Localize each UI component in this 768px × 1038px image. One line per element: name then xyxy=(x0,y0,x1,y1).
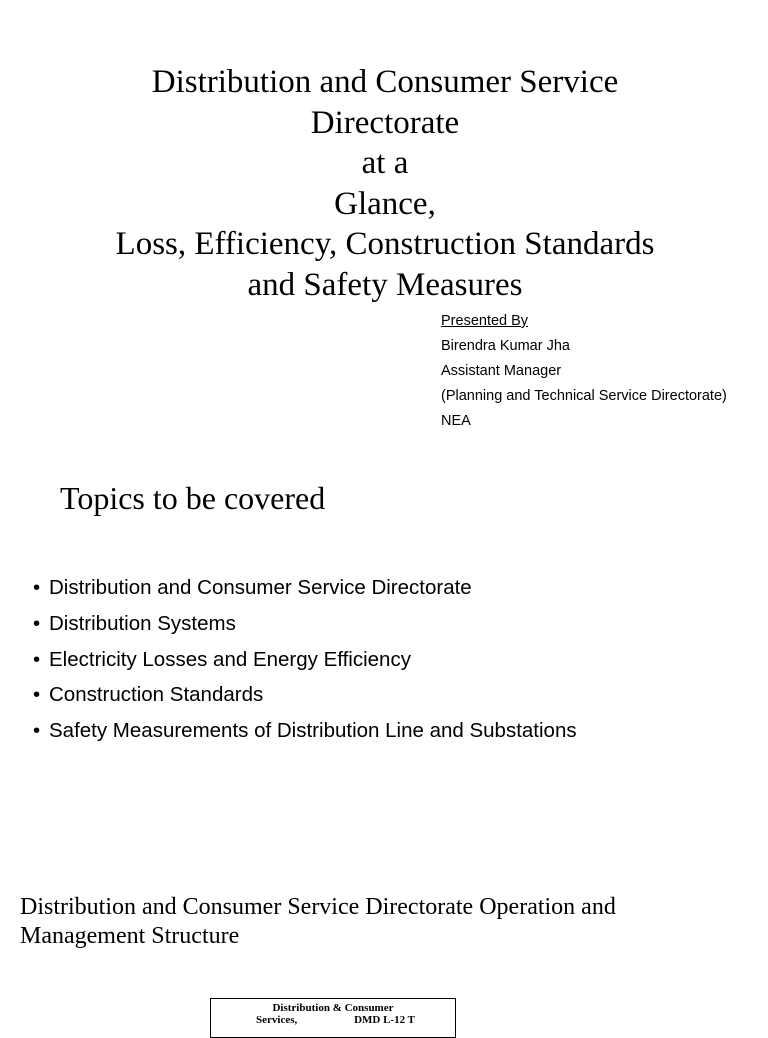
presented-by-heading: Presented By xyxy=(441,313,529,329)
topic-label: Construction Standards xyxy=(49,683,264,707)
topics-list xyxy=(33,570,577,749)
topic-label: Distribution Systems xyxy=(49,611,236,635)
title-line: and Safety Measures xyxy=(247,266,523,303)
title-line: Loss, Efficiency, Construction Standards xyxy=(115,226,655,262)
presenter-organization: NEA xyxy=(441,413,471,429)
title-line: Directorate xyxy=(310,104,460,141)
section-heading: Distribution and Consumer Service Directorate Operation and Management Structure xyxy=(20,894,616,949)
title-line: Glance, xyxy=(334,185,436,222)
bullet-icon: • xyxy=(33,647,41,671)
presenter-directorate: (Planning and Technical Service Directorate) xyxy=(441,388,727,404)
bullet-icon: • xyxy=(33,719,41,743)
list-item xyxy=(33,606,577,642)
bullet-icon: • xyxy=(33,576,41,599)
topic-label: Distribution and Consumer Service Directorate xyxy=(49,576,472,599)
topic-label: Electricity Losses and Energy Efficiency xyxy=(49,647,411,671)
title-line: at a xyxy=(361,145,409,181)
org-box-line2 xyxy=(211,1014,455,1026)
slide-title xyxy=(40,62,730,305)
presenter-block xyxy=(441,309,727,434)
presenter-name: Birendra Kumar Jha xyxy=(441,338,570,354)
list-item xyxy=(33,677,577,713)
presenter-position: Assistant Manager xyxy=(441,363,562,379)
list-item xyxy=(33,570,577,606)
list-item xyxy=(33,642,577,678)
org-box-line2-right: DMD L-12 T xyxy=(354,1014,415,1026)
title-line: Distribution and Consumer Service xyxy=(151,64,619,100)
bullet-icon: • xyxy=(33,683,41,707)
bullet-icon: • xyxy=(33,611,41,635)
org-box-line1: Distribution & Consumer xyxy=(272,1002,394,1014)
org-chart-box xyxy=(210,998,456,1038)
org-box-line2-left: Services, xyxy=(256,1014,298,1026)
topics-heading: Topics to be covered xyxy=(60,480,326,516)
topic-label: Safety Measurements of Distribution Line and Substations xyxy=(49,719,577,743)
list-item xyxy=(33,713,577,749)
